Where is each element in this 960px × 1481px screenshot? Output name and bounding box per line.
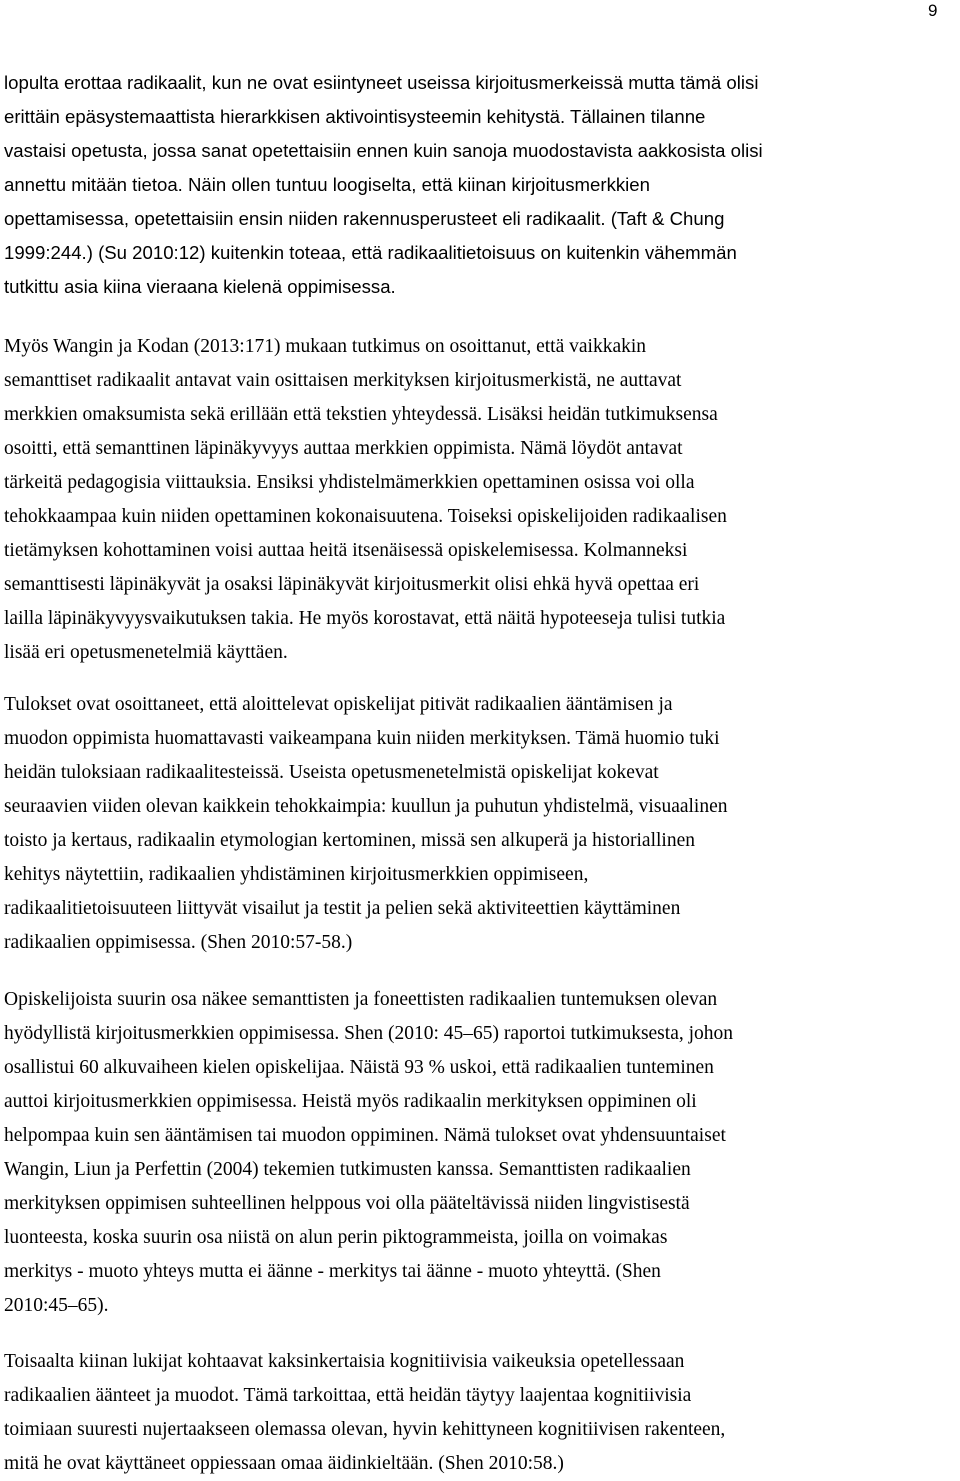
text-line: tehokkaampaa kuin niiden opettaminen kokonaisuutena. Toiseksi opiskelijoiden radikaalisen bbox=[4, 506, 727, 527]
text-line: mitä he ovat käyttäneet oppiessaan omaa äidinkieltään. (Shen 2010:58.) bbox=[4, 1453, 564, 1474]
text-line: Wangin, Liun ja Perfettin (2004) tekemien tutkimusten kanssa. Semanttisten radikaalien bbox=[4, 1159, 691, 1180]
text-line: Opiskelijoista suurin osa näkee semanttisten ja foneettisten radikaalien tuntemuksen olevan bbox=[4, 989, 718, 1010]
text-line: radikaalitietoisuuteen liittyvät visailut ja testit ja pelien sekä aktiviteettien käyttäminen bbox=[4, 898, 681, 919]
text-line: osallistui 60 alkuvaiheen kielen opiskelijaa. Näistä 93 % uskoi, että radikaalien tunteminen bbox=[4, 1057, 714, 1078]
text-line: erittäin epäsystemaattista hierarkkisen aktivointisysteemin kehitystä. Tällainen tilanne bbox=[4, 106, 706, 127]
text-line: semanttisesti läpinäkyvät ja osaksi läpinäkyvät kirjoitusmerkit olisi ehkä hyvä opettaa eri bbox=[4, 574, 700, 595]
paragraph-4 bbox=[4, 983, 960, 1323]
text-line: annettu mitään tietoa. Näin ollen tuntuu loogiselta, että kiinan kirjoitusmerkkien bbox=[4, 174, 650, 195]
text-line: tutkittu asia kiina vieraana kielenä oppimisessa. bbox=[4, 276, 396, 297]
text-line: osoitti, että semanttinen läpinäkyvyys auttaa merkkien oppimista. Nämä löydöt antavat bbox=[4, 438, 683, 459]
text-line: tietämyksen kohottaminen voisi auttaa heitä itsenäisessä opiskelemisessa. Kolmanneksi bbox=[4, 540, 688, 561]
text-line: 1999:244.) (Su 2010:12) kuitenkin toteaa, että radikaalitietoisuus on kuitenkin vähemmän bbox=[4, 242, 737, 263]
text-line: lisää eri opetusmenetelmiä käyttäen. bbox=[4, 642, 288, 663]
text-line: 2010:45–65). bbox=[4, 1295, 109, 1316]
text-line: muodon oppimista huomattavasti vaikeampana kuin niiden merkityksen. Tämä huomio tuki bbox=[4, 728, 720, 749]
text-line: toisto ja kertaus, radikaalin etymologian kertominen, missä sen alkuperä ja historiallinen bbox=[4, 830, 695, 851]
text-line: Myös Wangin ja Kodan (2013:171) mukaan tutkimus on osoittanut, että vaikkakin bbox=[4, 336, 647, 357]
text-line: Tulokset ovat osoittaneet, että aloittelevat opiskelijat pitivät radikaalien ääntämisen ja bbox=[4, 694, 673, 715]
text-line: lailla läpinäkyvyysvaikutuksen takia. He myös korostavat, että näitä hypoteeseja tulisi tutkia bbox=[4, 608, 726, 629]
text-line: helpompaa kuin sen ääntämisen tai muodon oppiminen. Nämä tulokset ovat yhdensuuntaiset bbox=[4, 1125, 726, 1146]
paragraph-2 bbox=[4, 330, 960, 670]
text-line: toimiaan suuresti nujertaakseen olemassa olevan, hyvin kehittyneen kognitiivisen rakenteen, bbox=[4, 1419, 726, 1440]
page-number: 9 bbox=[928, 1, 938, 20]
text-line: kehitys näytettiin, radikaalien yhdistäminen kirjoitusmerkkien oppimiseen, bbox=[4, 864, 589, 885]
text-line: tärkeitä pedagogisia viittauksia. Ensiksi yhdistelmämerkkien opettaminen osissa voi olla bbox=[4, 472, 695, 493]
text-line: lopulta erottaa radikaalit, kun ne ovat esiintyneet useissa kirjoitusmerkeissä mutta tämä olisi bbox=[4, 72, 759, 93]
text-line: semanttiset radikaalit antavat vain osittaisen merkityksen kirjoitusmerkistä, ne auttavat bbox=[4, 370, 682, 391]
text-line: merkityksen oppimisen suhteellinen helppous voi olla pääteltävissä niiden lingvistisestä bbox=[4, 1193, 690, 1214]
text-line: opettamisessa, opetettaisiin ensin niiden rakennusperusteet eli radikaalit. (Taft & Chung bbox=[4, 208, 725, 229]
text-line: merkitys - muoto yhteys mutta ei äänne - merkitys tai äänne - muoto yhteyttä. (Shen bbox=[4, 1261, 661, 1282]
text-line: vastaisi opetusta, jossa sanat opetettaisiin ennen kuin sanoja muodostavista aakkosista olisi bbox=[4, 140, 763, 161]
text-line: seuraavien viiden olevan kaikkein tehokkaimpia: kuullun ja puhutun yhdistelmä, visuaalinen bbox=[4, 796, 728, 817]
paragraph-1 bbox=[4, 66, 960, 304]
paragraph-5 bbox=[4, 1345, 960, 1481]
text-line: hyödyllistä kirjoitusmerkkien oppimisessa. Shen (2010: 45–65) raportoi tutkimuksesta, johon bbox=[4, 1023, 734, 1044]
text-line: Toisaalta kiinan lukijat kohtaavat kaksinkertaisia kognitiivisia vaikeuksia opetellessaan bbox=[4, 1351, 685, 1372]
text-line: radikaalien oppimisessa. (Shen 2010:57-58.) bbox=[4, 932, 353, 953]
text-line: luonteesta, koska suurin osa niistä on alun perin piktogrammeista, joilla on voimakas bbox=[4, 1227, 668, 1248]
text-line: heidän tuloksiaan radikaalitesteissä. Useista opetusmenetelmistä opiskelijat kokevat bbox=[4, 762, 659, 783]
paragraph-3 bbox=[4, 688, 960, 960]
text-line: radikaalien äänteet ja muodot. Tämä tarkoittaa, että heidän täytyy laajentaa kognitiivisia bbox=[4, 1385, 692, 1406]
text-line: auttoi kirjoitusmerkkien oppimisessa. Heistä myös radikaalin merkityksen oppiminen oli bbox=[4, 1091, 697, 1112]
text-line: merkkien omaksumista sekä erillään että tekstien yhteydessä. Lisäksi heidän tutkimuksensa bbox=[4, 404, 718, 425]
